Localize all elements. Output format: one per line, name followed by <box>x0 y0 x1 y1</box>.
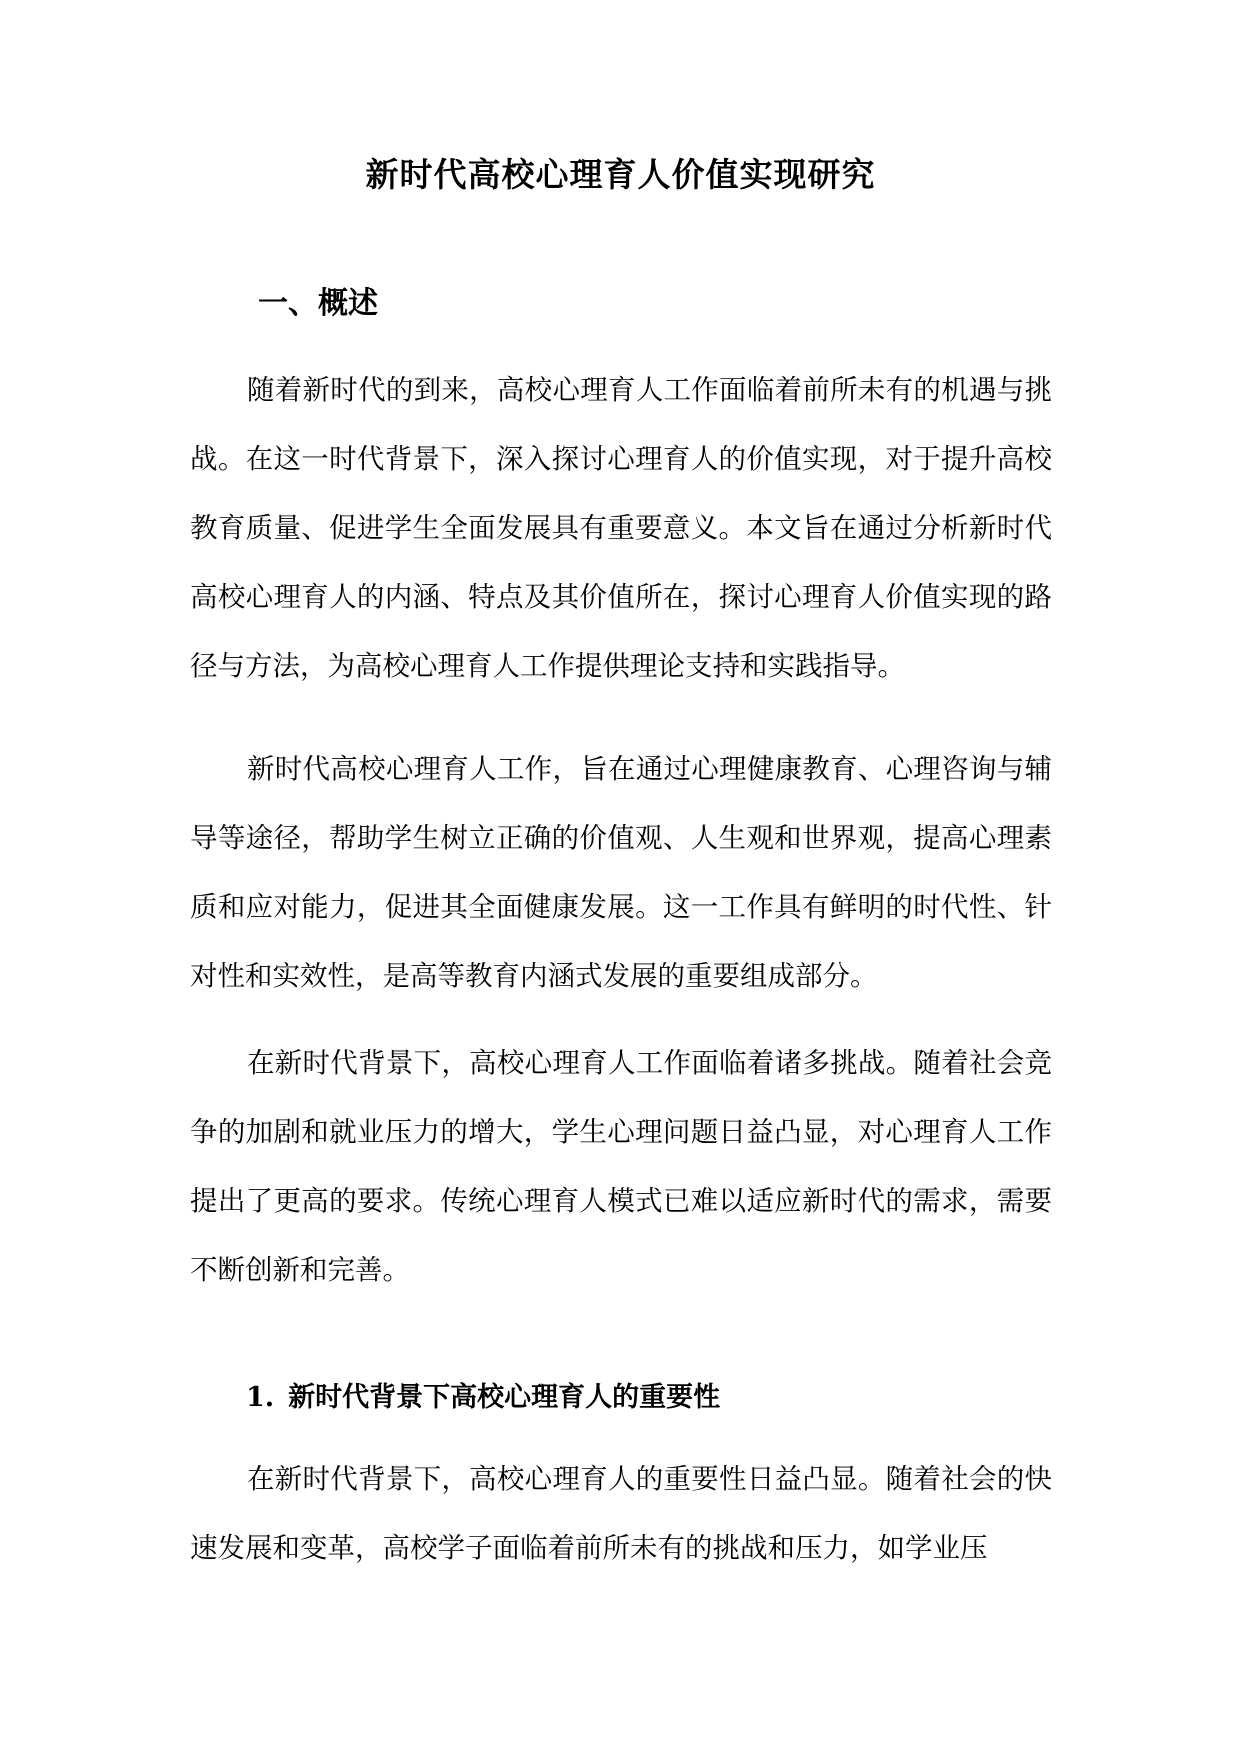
subsection-heading-text: 新时代背景下高校心理育人的重要性 <box>288 1382 721 1413</box>
section-heading: 一、概述 <box>258 286 378 321</box>
subsection-heading <box>246 1378 720 1418</box>
paragraph-3: 在新时代背景下，高校心理育人工作面临着诸多挑战。随着社会竞争的加剧和就业压力的增大，学生心理问题日益凸显，对心理育人工作提出了更高的要求。传统心理育人模式已难以适应新时代的需求，需要不断创新和完善。 <box>190 1047 1052 1286</box>
paragraph-1: 随着新时代的到来，高校心理育人工作面临着前所未有的机遇与挑战。在这一时代背景下，深入探讨心理育人的价值实现，对于提升高校教育质量、促进学生全面发展具有重要意义。本文旨在通过分析新时代高校心理育人的内涵、特点及其价值所在，探讨心理育人价值实现的路径与方法，为高校心理育人工作提供理论支持和实践指导。 <box>190 374 1052 682</box>
subsection-number: 1. <box>246 1382 275 1413</box>
document-title: 新时代高校心理育人价值实现研究 <box>365 155 876 194</box>
subsection-paragraph: 在新时代背景下，高校心理育人的重要性日益凸显。随着社会的快速发展和变革，高校学子面临着前所未有的挑战和压力，如学业压 <box>190 1463 1052 1564</box>
paragraph-2: 新时代高校心理育人工作，旨在通过心理健康教育、心理咨询与辅导等途径，帮助学生树立正确的价值观、人生观和世界观，提高心理素质和应对能力，促进其全面健康发展。这一工作具有鲜明的时代性、针对性和实效性，是高等教育内涵式发展的重要组成部分。 <box>190 753 1052 992</box>
